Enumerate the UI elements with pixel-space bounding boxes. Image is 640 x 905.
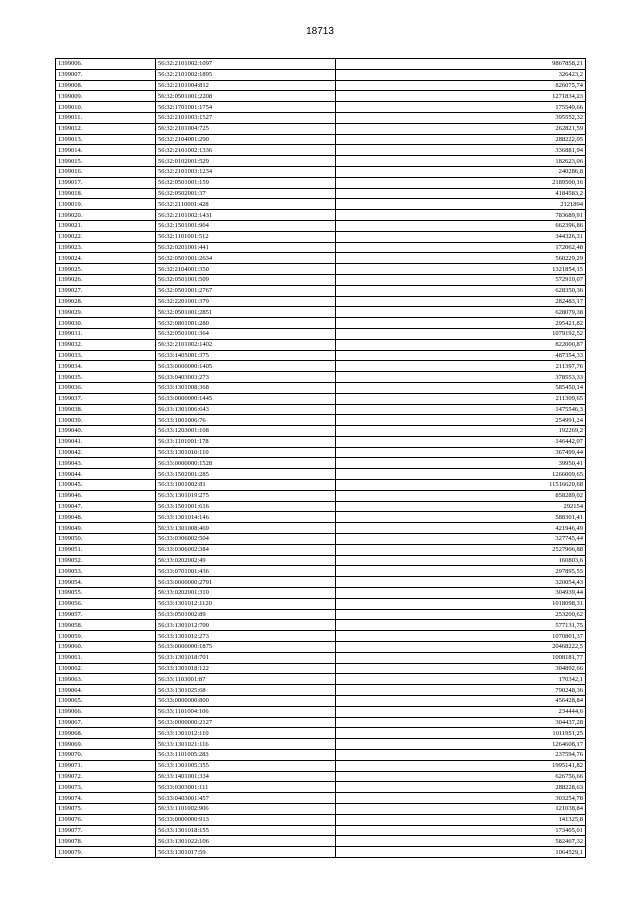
row-number-cell: 1399015. <box>56 156 156 167</box>
table-row <box>56 80 586 91</box>
row-number-cell: 1399039. <box>56 415 156 426</box>
cadastral-value-cell: 1064529,1 <box>336 847 586 858</box>
cadastral-number-cell: 56:32:0501001:2851 <box>156 307 336 318</box>
cadastral-number-cell: 56:32:2101004:812 <box>156 80 336 91</box>
table-row <box>56 566 586 577</box>
cadastral-value-cell: 304892,66 <box>336 663 586 674</box>
cadastral-value-cell: 588301,41 <box>336 512 586 523</box>
cadastral-number-cell: 56:33:1301019:275 <box>156 490 336 501</box>
cadastral-number-cell: 56:32:0501001:2767 <box>156 285 336 296</box>
cadastral-value-cell: 826075,74 <box>336 80 586 91</box>
table-row <box>56 555 586 566</box>
cadastral-value-cell: 141325,8 <box>336 814 586 825</box>
row-number-cell: 1399078. <box>56 836 156 847</box>
cadastral-number-cell: 56:33:1301008:368 <box>156 382 336 393</box>
cadastral-number-cell: 56:32:2101004:725 <box>156 123 336 134</box>
cadastral-value-cell: 1079192,52 <box>336 328 586 339</box>
row-number-cell: 1399033. <box>56 350 156 361</box>
cadastral-number-cell: 56:33:0202002:49 <box>156 555 336 566</box>
table-row <box>56 544 586 555</box>
cadastral-value-cell: 288222,05 <box>336 134 586 145</box>
cadastral-number-cell: 56:33:1301012:1120 <box>156 598 336 609</box>
row-number-cell: 1399067. <box>56 717 156 728</box>
cadastral-value-cell: 304437,28 <box>336 717 586 728</box>
table-row <box>56 372 586 383</box>
table-row <box>56 296 586 307</box>
table-row <box>56 728 586 739</box>
row-number-cell: 1399068. <box>56 728 156 739</box>
table-row <box>56 512 586 523</box>
cadastral-number-cell: 56:33:1301012:273 <box>156 631 336 642</box>
cadastral-number-cell: 56:33:1301017:59 <box>156 847 336 858</box>
cadastral-value-cell: 11516620,68 <box>336 480 586 491</box>
cadastral-value-cell: 1475546,3 <box>336 404 586 415</box>
page-number: 18713 <box>306 26 334 37</box>
cadastral-value-cell: 1266009,65 <box>336 469 586 480</box>
cadastral-value-cell: 628350,36 <box>336 285 586 296</box>
row-number-cell: 1399063. <box>56 674 156 685</box>
cadastral-value-cell: 237594,76 <box>336 750 586 761</box>
row-number-cell: 1399073. <box>56 782 156 793</box>
cadastral-value-cell: 4184583,2 <box>336 188 586 199</box>
cadastral-value-cell: 577131,75 <box>336 620 586 631</box>
row-number-cell: 1399077. <box>56 825 156 836</box>
table-row <box>56 696 586 707</box>
table-row <box>56 112 586 123</box>
cadastral-value-cell: 662396,86 <box>336 220 586 231</box>
cadastral-value-cell: 456428,84 <box>336 696 586 707</box>
cadastral-value-cell: 297895,55 <box>336 566 586 577</box>
table-row <box>56 814 586 825</box>
cadastral-number-cell: 56:32:0502001:37 <box>156 188 336 199</box>
row-number-cell: 1399057. <box>56 609 156 620</box>
row-number-cell: 1399056. <box>56 598 156 609</box>
table-row <box>56 426 586 437</box>
row-number-cell: 1399059. <box>56 631 156 642</box>
table-row <box>56 382 586 393</box>
table-row <box>56 156 586 167</box>
cadastral-value-cell: 367499,44 <box>336 447 586 458</box>
table-row <box>56 642 586 653</box>
cadastral-value-cell: 1018098,31 <box>336 598 586 609</box>
cadastral-number-cell: 56:33:1301021:116 <box>156 739 336 750</box>
cadastral-value-cell: 304939,44 <box>336 588 586 599</box>
cadastral-number-cell: 56:32:2101002:1431 <box>156 210 336 221</box>
row-number-cell: 1399014. <box>56 145 156 156</box>
cadastral-number-cell: 56:33:1301008:469 <box>156 523 336 534</box>
table-row <box>56 663 586 674</box>
cadastral-number-cell: 56:33:1301006:643 <box>156 404 336 415</box>
cadastral-value-cell: 344326,31 <box>336 231 586 242</box>
cadastral-number-cell: 56:33:0202001:310 <box>156 588 336 599</box>
cadastral-number-cell: 56:33:1001006:76 <box>156 415 336 426</box>
row-number-cell: 1399043. <box>56 458 156 469</box>
table-row <box>56 91 586 102</box>
cadastral-number-cell: 56:33:1301012:110 <box>156 728 336 739</box>
table-row <box>56 490 586 501</box>
cadastral-value-cell: 295421,82 <box>336 318 586 329</box>
row-number-cell: 1399047. <box>56 501 156 512</box>
row-number-cell: 1399021. <box>56 220 156 231</box>
cadastral-value-cell: 326423,2 <box>336 69 586 80</box>
cadastral-value-cell: 1070801,37 <box>336 631 586 642</box>
row-number-cell: 1399064. <box>56 685 156 696</box>
cadastral-value-cell: 585450,14 <box>336 382 586 393</box>
table-row <box>56 609 586 620</box>
cadastral-number-cell: 56:33:0306002:504 <box>156 534 336 545</box>
cadastral-number-cell: 56:33:0501002:89 <box>156 609 336 620</box>
cadastral-value-cell: 121038,84 <box>336 803 586 814</box>
cadastral-number-cell: 56:33:1405001:375 <box>156 350 336 361</box>
cadastral-value-cell: 211397,76 <box>336 361 586 372</box>
table-row <box>56 501 586 512</box>
table-row <box>56 188 586 199</box>
cadastral-value-cell: 378553,33 <box>336 372 586 383</box>
table-row <box>56 177 586 188</box>
table-row <box>56 415 586 426</box>
cadastral-number-cell: 56:32:2201001:379 <box>156 296 336 307</box>
table-row <box>56 750 586 761</box>
table-row <box>56 652 586 663</box>
row-number-cell: 1399031. <box>56 328 156 339</box>
cadastral-number-cell: 56:33:0303001:111 <box>156 782 336 793</box>
cadastral-number-cell: 56:33:0000000:800 <box>156 696 336 707</box>
cadastral-value-cell: 626756,66 <box>336 771 586 782</box>
cadastral-number-cell: 56:32:2101003:1234 <box>156 166 336 177</box>
row-number-cell: 1399065. <box>56 696 156 707</box>
row-number-cell: 1399058. <box>56 620 156 631</box>
cadastral-number-cell: 56:32:0501001:2208 <box>156 91 336 102</box>
row-number-cell: 1399012. <box>56 123 156 134</box>
row-number-cell: 1399030. <box>56 318 156 329</box>
cadastral-value-cell: 628079,38 <box>336 307 586 318</box>
row-number-cell: 1399013. <box>56 134 156 145</box>
row-number-cell: 1399048. <box>56 512 156 523</box>
cadastral-number-cell: 56:33:1301018:155 <box>156 825 336 836</box>
cadastral-value-cell: 292154 <box>336 501 586 512</box>
row-number-cell: 1399037. <box>56 393 156 404</box>
cadastral-number-cell: 56:33:0000000:1405 <box>156 361 336 372</box>
cadastral-value-cell: 327745,44 <box>336 534 586 545</box>
table-row <box>56 685 586 696</box>
row-number-cell: 1399042. <box>56 447 156 458</box>
table-row <box>56 523 586 534</box>
table-row <box>56 318 586 329</box>
cadastral-value-cell: 572910,07 <box>336 274 586 285</box>
row-number-cell: 1399062. <box>56 663 156 674</box>
table-row <box>56 588 586 599</box>
row-number-cell: 1399023. <box>56 242 156 253</box>
table-row <box>56 285 586 296</box>
row-number-cell: 1399072. <box>56 771 156 782</box>
cadastral-value-cell: 192269,2 <box>336 426 586 437</box>
table-row <box>56 253 586 264</box>
row-number-cell: 1399011. <box>56 112 156 123</box>
row-number-cell: 1399007. <box>56 69 156 80</box>
row-number-cell: 1399018. <box>56 188 156 199</box>
cadastral-number-cell: 56:33:0000000:1528 <box>156 458 336 469</box>
cadastral-number-cell: 56:33:1101001:178 <box>156 436 336 447</box>
row-number-cell: 1399040. <box>56 426 156 437</box>
cadastral-number-cell: 56:32:1701001:1754 <box>156 102 336 113</box>
row-number-cell: 1399052. <box>56 555 156 566</box>
cadastral-number-cell: 56:32:1101001:512 <box>156 231 336 242</box>
cadastral-number-cell: 56:33:1101004:106 <box>156 706 336 717</box>
table-row <box>56 134 586 145</box>
cadastral-number-cell: 56:33:1301025:68 <box>156 685 336 696</box>
table-row <box>56 436 586 447</box>
row-number-cell: 1399069. <box>56 739 156 750</box>
cadastral-number-cell: 56:33:0000000:2127 <box>156 717 336 728</box>
row-number-cell: 1399061. <box>56 652 156 663</box>
cadastral-value-cell: 240286,8 <box>336 166 586 177</box>
cadastral-value-cell: 9867858,21 <box>336 59 586 70</box>
table-row <box>56 717 586 728</box>
row-number-cell: 1399041. <box>56 436 156 447</box>
row-number-cell: 1399009. <box>56 91 156 102</box>
cadastral-number-cell: 56:32:1501001:904 <box>156 220 336 231</box>
row-number-cell: 1399074. <box>56 793 156 804</box>
cadastral-number-cell: 56:32:0501001:509 <box>156 274 336 285</box>
row-number-cell: 1399016. <box>56 166 156 177</box>
table-row <box>56 231 586 242</box>
cadastral-value-cell: 858289,02 <box>336 490 586 501</box>
cadastral-value-cell: 172062,48 <box>336 242 586 253</box>
row-number-cell: 1399027. <box>56 285 156 296</box>
row-number-cell: 1399071. <box>56 760 156 771</box>
cadastral-value-cell: 336881,94 <box>336 145 586 156</box>
row-number-cell: 1399028. <box>56 296 156 307</box>
table-row <box>56 793 586 804</box>
row-number-cell: 1399017. <box>56 177 156 188</box>
cadastral-number-cell: 56:33:1301022:106 <box>156 836 336 847</box>
table-row <box>56 339 586 350</box>
cadastral-value-cell: 395552,32 <box>336 112 586 123</box>
table-row <box>56 480 586 491</box>
cadastral-value-table <box>55 58 586 858</box>
cadastral-number-cell: 56:32:2101002:1097 <box>156 59 336 70</box>
cadastral-number-cell: 56:33:1103001:87 <box>156 674 336 685</box>
row-number-cell: 1399035. <box>56 372 156 383</box>
cadastral-value-cell: 234444,6 <box>336 706 586 717</box>
cadastral-number-cell: 56:33:1502001:285 <box>156 469 336 480</box>
cadastral-number-cell: 56:33:0000000:2791 <box>156 577 336 588</box>
row-number-cell: 1399034. <box>56 361 156 372</box>
cadastral-number-cell: 56:33:1301018:701 <box>156 652 336 663</box>
row-number-cell: 1399045. <box>56 480 156 491</box>
cadastral-number-cell: 56:32:2101003:1527 <box>156 112 336 123</box>
cadastral-value-cell: 253200,62 <box>336 609 586 620</box>
row-number-cell: 1399070. <box>56 750 156 761</box>
table-row <box>56 307 586 318</box>
cadastral-value-cell: 173405,01 <box>336 825 586 836</box>
row-number-cell: 1399032. <box>56 339 156 350</box>
cadastral-value-cell: 146442,07 <box>336 436 586 447</box>
table-row <box>56 199 586 210</box>
table-row <box>56 59 586 70</box>
row-number-cell: 1399019. <box>56 199 156 210</box>
table-row <box>56 145 586 156</box>
row-number-cell: 1399044. <box>56 469 156 480</box>
cadastral-number-cell: 56:33:1301018:122 <box>156 663 336 674</box>
table-row <box>56 220 586 231</box>
table-row <box>56 69 586 80</box>
cadastral-value-cell: 262821,59 <box>336 123 586 134</box>
cadastral-number-cell: 56:33:0403003:273 <box>156 372 336 383</box>
cadastral-value-cell: 288228,63 <box>336 782 586 793</box>
table-row <box>56 242 586 253</box>
table-row <box>56 847 586 858</box>
cadastral-number-cell: 56:33:0000000:913 <box>156 814 336 825</box>
row-number-cell: 1399025. <box>56 264 156 275</box>
cadastral-number-cell: 56:33:1101002:906 <box>156 803 336 814</box>
table-row <box>56 469 586 480</box>
cadastral-value-cell: 560229,29 <box>336 253 586 264</box>
row-number-cell: 1399008. <box>56 80 156 91</box>
row-number-cell: 1399022. <box>56 231 156 242</box>
cadastral-number-cell: 56:33:0000000:1875 <box>156 642 336 653</box>
table-row <box>56 760 586 771</box>
table-row <box>56 771 586 782</box>
cadastral-number-cell: 56:33:0403001:457 <box>156 793 336 804</box>
row-number-cell: 1399050. <box>56 534 156 545</box>
table-row <box>56 350 586 361</box>
cadastral-number-cell: 56:32:2101002:1402 <box>156 339 336 350</box>
cadastral-number-cell: 56:33:0000000:1445 <box>156 393 336 404</box>
table-row <box>56 836 586 847</box>
cadastral-value-cell: 160803,6 <box>336 555 586 566</box>
row-number-cell: 1399024. <box>56 253 156 264</box>
cadastral-value-cell: 175549,66 <box>336 102 586 113</box>
cadastral-number-cell: 56:32:0102001:529 <box>156 156 336 167</box>
table-row <box>56 631 586 642</box>
cadastral-number-cell: 56:32:0501001:159 <box>156 177 336 188</box>
cadastral-value-cell: 254991,24 <box>336 415 586 426</box>
table-body <box>56 59 586 858</box>
table-row <box>56 577 586 588</box>
table-row <box>56 102 586 113</box>
cadastral-number-cell: 56:33:1301010:110 <box>156 447 336 458</box>
row-number-cell: 1399054. <box>56 577 156 588</box>
cadastral-number-cell: 56:33:1203001:108 <box>156 426 336 437</box>
cadastral-value-cell: 320054,43 <box>336 577 586 588</box>
table-row <box>56 825 586 836</box>
cadastral-value-cell: 582467,32 <box>336 836 586 847</box>
table-row <box>56 274 586 285</box>
cadastral-value-cell: 303254,78 <box>336 793 586 804</box>
cadastral-value-cell: 487354,33 <box>336 350 586 361</box>
row-number-cell: 1399060. <box>56 642 156 653</box>
cadastral-value-cell: 2189500,16 <box>336 177 586 188</box>
cadastral-value-cell: 1011951,25 <box>336 728 586 739</box>
table-row <box>56 328 586 339</box>
cadastral-value-cell: 182623,06 <box>336 156 586 167</box>
cadastral-value-cell: 211309,65 <box>336 393 586 404</box>
table-row <box>56 404 586 415</box>
row-number-cell: 1399076. <box>56 814 156 825</box>
table-row <box>56 123 586 134</box>
cadastral-number-cell: 56:32:2101002:1336 <box>156 145 336 156</box>
cadastral-number-cell: 56:33:1301005:355 <box>156 760 336 771</box>
row-number-cell: 1399053. <box>56 566 156 577</box>
cadastral-value-cell: 1271834,23 <box>336 91 586 102</box>
cadastral-value-cell: 1264608,17 <box>336 739 586 750</box>
cadastral-number-cell: 56:32:2104001:290 <box>156 134 336 145</box>
cadastral-number-cell: 56:33:0701001:436 <box>156 566 336 577</box>
table-row <box>56 598 586 609</box>
table-row <box>56 264 586 275</box>
table-row <box>56 706 586 717</box>
cadastral-number-cell: 56:32:0201001:441 <box>156 242 336 253</box>
cadastral-value-cell: 783689,91 <box>336 210 586 221</box>
row-number-cell: 1399020. <box>56 210 156 221</box>
cadastral-value-cell: 282483,17 <box>336 296 586 307</box>
cadastral-value-cell: 1008181,77 <box>336 652 586 663</box>
cadastral-value-cell: 421946,49 <box>336 523 586 534</box>
row-number-cell: 1399036. <box>56 382 156 393</box>
cadastral-value-cell: 2527906,88 <box>336 544 586 555</box>
cadastral-number-cell: 56:32:0801001:280 <box>156 318 336 329</box>
row-number-cell: 1399006. <box>56 59 156 70</box>
table-row <box>56 674 586 685</box>
cadastral-number-cell: 56:33:0306002:384 <box>156 544 336 555</box>
row-number-cell: 1399046. <box>56 490 156 501</box>
row-number-cell: 1399075. <box>56 803 156 814</box>
cadastral-value-cell: 1995141,82 <box>336 760 586 771</box>
table-row <box>56 166 586 177</box>
table-row <box>56 458 586 469</box>
cadastral-number-cell: 56:32:0501001:364 <box>156 328 336 339</box>
cadastral-value-cell: 20468222,5 <box>336 642 586 653</box>
row-number-cell: 1399079. <box>56 847 156 858</box>
row-number-cell: 1399029. <box>56 307 156 318</box>
cadastral-value-cell: 2121894 <box>336 199 586 210</box>
cadastral-number-cell: 56:33:1501001:616 <box>156 501 336 512</box>
row-number-cell: 1399066. <box>56 706 156 717</box>
row-number-cell: 1399049. <box>56 523 156 534</box>
cadastral-number-cell: 56:33:1101005:283 <box>156 750 336 761</box>
row-number-cell: 1399026. <box>56 274 156 285</box>
row-number-cell: 1399038. <box>56 404 156 415</box>
row-number-cell: 1399055. <box>56 588 156 599</box>
cadastral-number-cell: 56:32:2104001:350 <box>156 264 336 275</box>
cadastral-number-cell: 56:33:1401001:334 <box>156 771 336 782</box>
cadastral-number-cell: 56:32:0501001:2634 <box>156 253 336 264</box>
table-row <box>56 447 586 458</box>
cadastral-number-cell: 56:33:1301014:146 <box>156 512 336 523</box>
cadastral-value-cell: 790248,36 <box>336 685 586 696</box>
cadastral-number-cell: 56:32:2101002:1895 <box>156 69 336 80</box>
table-row <box>56 393 586 404</box>
row-number-cell: 1399010. <box>56 102 156 113</box>
cadastral-number-cell: 56:32:2110001:428 <box>156 199 336 210</box>
row-number-cell: 1399051. <box>56 544 156 555</box>
table-row <box>56 210 586 221</box>
cadastral-value-cell: 1321854,15 <box>336 264 586 275</box>
cadastral-value-cell: 822000,87 <box>336 339 586 350</box>
table-row <box>56 782 586 793</box>
table-row <box>56 739 586 750</box>
table-row <box>56 361 586 372</box>
cadastral-number-cell: 56:33:1301012:700 <box>156 620 336 631</box>
cadastral-value-cell: 170342,1 <box>336 674 586 685</box>
table-row <box>56 620 586 631</box>
table-row <box>56 803 586 814</box>
table-row <box>56 534 586 545</box>
cadastral-value-cell: 39950,41 <box>336 458 586 469</box>
cadastral-number-cell: 56:33:1001002:81 <box>156 480 336 491</box>
